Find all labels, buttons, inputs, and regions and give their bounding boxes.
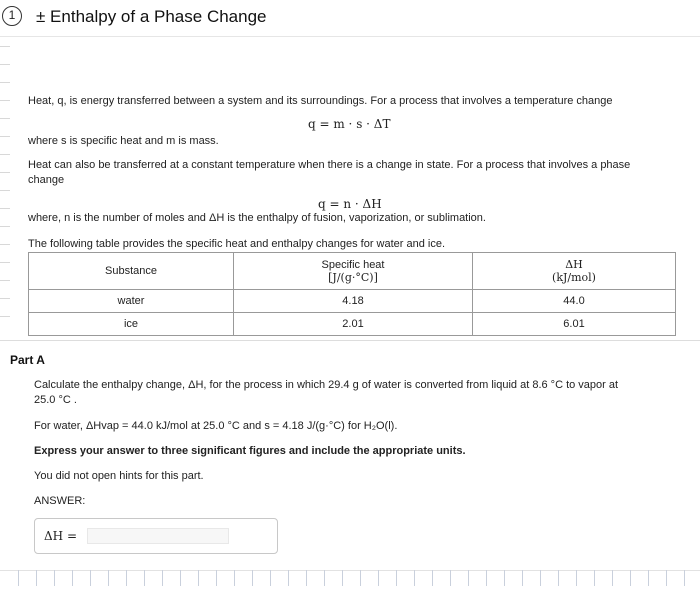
table-cell-specific-heat: 4.18 [234, 290, 473, 313]
answer-heading: ANSWER: [34, 495, 86, 507]
intro-paragraph-4: where, n is the number of moles and ΔH is the enthalpy of fusion, vaporization, or sublimation. [28, 212, 486, 224]
table-header-specific-heat [234, 253, 473, 290]
hints-status: You did not open hints for this part. [34, 470, 204, 482]
intro-paragraph-1: Heat, q, is energy transferred between a system and its surroundings. For a process that involves a temperature change [28, 95, 613, 107]
part-a-question: Calculate the enthalpy change, ΔH, for the process in which 29.4 g of water is converted from liquid at 8.6 °C to vapor at [34, 379, 619, 391]
header-divider [0, 36, 700, 37]
table-cell-dh: 6.01 [473, 313, 676, 336]
table-header-dh [473, 253, 676, 290]
table-caption: The following table provides the specific heat and enthalpy changes for water and ice. [28, 238, 446, 250]
table-cell-substance: water [29, 290, 234, 313]
intro-paragraph-2: where s is specific heat and m is mass. [28, 135, 219, 147]
left-margin-ruler [0, 40, 12, 340]
equation-temperature-change: q = m · s · ΔT [308, 117, 391, 131]
table-cell-dh: 44.0 [473, 290, 676, 313]
intro-paragraph-3: Heat can also be transferred at a constant temperature when there is a change in state. For a process that involves a phase change [28, 159, 631, 186]
table-row [29, 313, 676, 336]
page-title: ± Enthalpy of a Phase Change [36, 7, 267, 26]
answer-box [34, 518, 278, 554]
part-a-given: For water, ΔHvap = 44.0 kJ/mol at 25.0 °C and s = 4.18 J/(g·°C) for H₂O(l). [34, 420, 398, 432]
part-a-question-continued: 25.0 °C . [34, 394, 77, 406]
equation-phase-change: q = n · ΔH [318, 197, 382, 211]
part-a-divider [0, 340, 700, 341]
table-row [29, 290, 676, 313]
part-a-instruction: Express your answer to three significant figures and include the appropriate units. [34, 445, 466, 457]
page-header [0, 0, 700, 36]
part-a-label: Part A [10, 353, 45, 367]
specific-heat-table [28, 252, 676, 336]
number-circle-icon: 1 [2, 6, 22, 26]
dh-label: ΔH [565, 258, 583, 271]
answer-input-label: ΔH = [44, 529, 77, 543]
dh-units: (kJ/mol) [552, 271, 596, 284]
specific-heat-units: [J/(g·°C)] [328, 270, 378, 284]
table-cell-substance: ice [29, 313, 234, 336]
bottom-ruler [0, 570, 700, 595]
table-header-substance: Substance [29, 253, 234, 290]
table-cell-specific-heat: 2.01 [234, 313, 473, 336]
specific-heat-label: Specific heat [321, 258, 385, 271]
answer-input[interactable] [87, 528, 229, 544]
